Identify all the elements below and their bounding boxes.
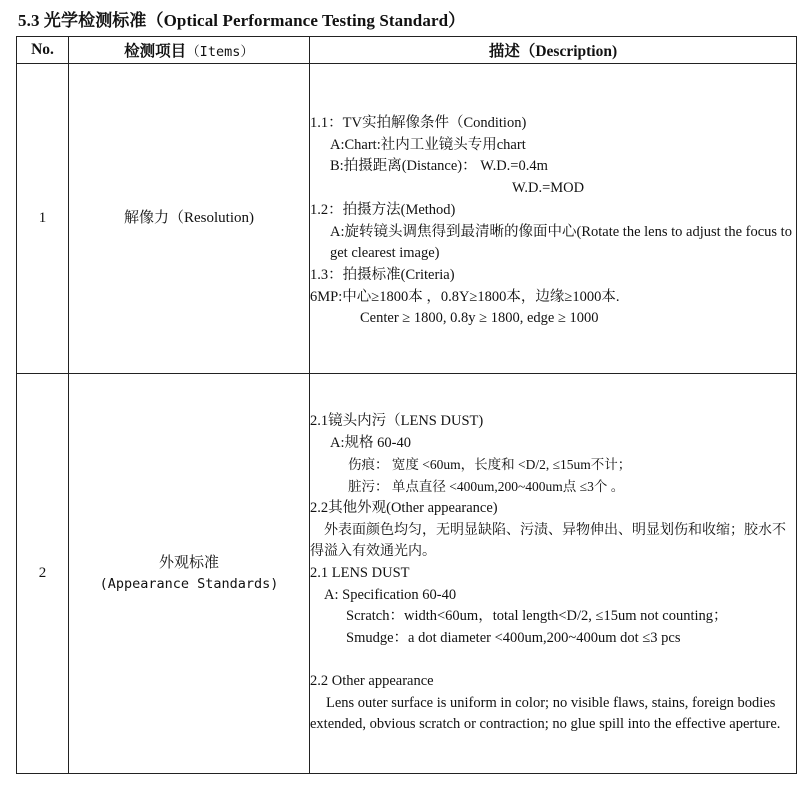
header-items-en: （Items） [186, 44, 254, 60]
header-no: No. [17, 37, 69, 64]
desc-line: Scratch：width<60um，total length<D/2, ≤15um not counting； [346, 608, 728, 625]
item-cell [69, 64, 310, 374]
desc-line: Lens outer surface is uniform in color; no visible flaws, stains, foreign bodies extended, obvious scratch or contraction; no glue spill into the effective aperture. [310, 694, 781, 733]
desc-line: B:拍摄距离(Distance)： W.D.=0.4m [330, 158, 548, 175]
desc-line: Center ≥ 1800, 0.8y ≥ 1800, edge ≥ 1000 [360, 310, 599, 327]
section-title: 5.3 光学检测标准（Optical Performance Testing Standard） [18, 11, 466, 30]
header-items-cn: 检测项目 [124, 43, 187, 60]
optical-standard-table [16, 36, 797, 774]
desc-line: A: Specification 60-40 [324, 586, 457, 603]
item-name: 解像力（Resolution) [124, 210, 254, 226]
desc-line: Smudge：a dot diameter <400um,200~400um dot ≤3 pcs [346, 630, 681, 647]
header-description: 描述（Description) [310, 37, 797, 64]
item-name-en: (Appearance Standards) [99, 575, 279, 592]
desc-line: 2.2 Other appearance [310, 672, 434, 689]
desc-line: 2.1镜头内污（LENS DUST) [310, 413, 484, 430]
desc-line: 伤痕： 宽度 <60um，长度和 <D/2, ≤15um不计； [348, 457, 632, 473]
description-cell [310, 64, 797, 374]
header-items [69, 37, 310, 64]
desc-line: 6MP:中心≥1800本 ，0.8Y≥1800本，边缘≥1000本. [310, 288, 620, 305]
desc-line: 1.2：拍摄方法(Method) [310, 201, 456, 218]
row-number: 2 [17, 374, 69, 774]
row-number: 1 [17, 64, 69, 374]
description-cell [310, 374, 797, 774]
desc-line: 脏污： 单点直径 <400um,200~400um点 ≤3个 。 [348, 479, 625, 495]
table-row [17, 64, 797, 374]
desc-line: A:Chart:社内工业镜头专用chart [330, 136, 526, 153]
desc-line: 2.1 LENS DUST [310, 565, 410, 581]
item-cell [69, 374, 310, 774]
desc-line: A:规格 60-40 [330, 434, 411, 451]
desc-line: 外表面颜色均匀，无明显缺陷、污渍、异物伸出、明显划伤和收缩；胶水不得溢入有效通光内。 [310, 522, 786, 560]
desc-line: A:旋转镜头调焦得到最清晰的像面中心(Rotate the lens to adjust the focus to get clearest image) [330, 223, 792, 262]
desc-line: 1.1：TV实拍解像条件（Condition) [310, 114, 527, 131]
desc-line: 2.2其他外观(Other appearance) [310, 499, 498, 516]
desc-line: 1.3：拍摄标准(Criteria) [310, 266, 455, 283]
item-name: 外观标准 [158, 554, 219, 571]
table-row [17, 374, 797, 774]
desc-line: W.D.=MOD [512, 180, 585, 197]
table-header-row [17, 37, 797, 64]
